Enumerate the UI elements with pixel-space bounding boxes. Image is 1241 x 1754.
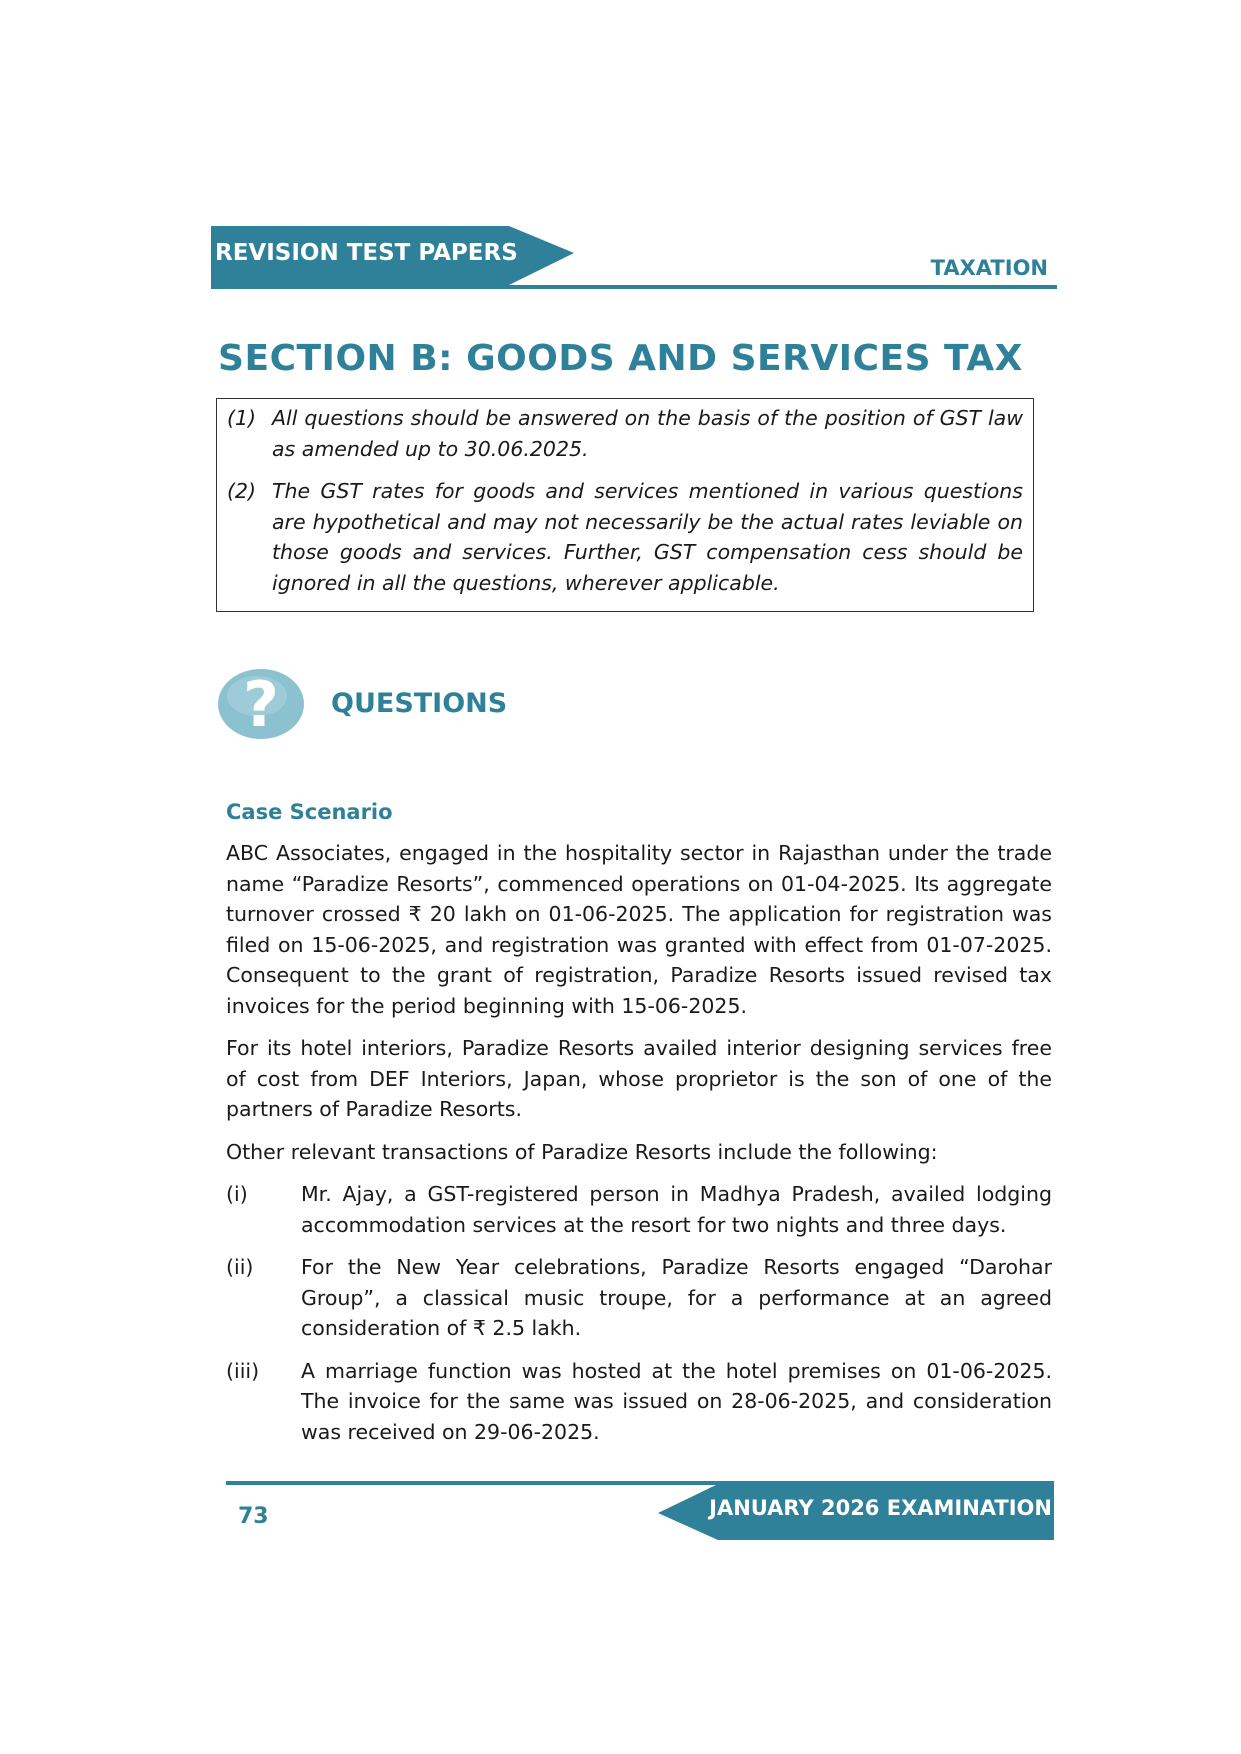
instruction-item xyxy=(227,403,1023,464)
header-banner xyxy=(211,226,574,288)
exam-label: JANUARY 2026 EXAMINATION xyxy=(709,1496,1052,1520)
list-item-number: (ii) xyxy=(226,1255,254,1279)
paragraph: ABC Associates, engaged in the hospitality sector in Rajasthan under the trade name “Paradize Resorts”, commenced operations on 01-04-2025. Its aggregate turnover crossed ₹ 20 lakh on 01-06-2025. The application for registration was filed on 15-06-2025, and registration was granted with effect from 01-07-2025. Consequent to the grant of registration, Paradize Resorts issued revised tax invoices for the period beginning with 15-06-2025. xyxy=(226,841,1052,1018)
header-divider xyxy=(211,285,1057,289)
footer-banner xyxy=(658,1484,1054,1540)
list-item xyxy=(226,1179,1052,1240)
instruction-text: The GST rates for goods and services mentioned in various questions are hypothetical and may not necessarily be the actual rates leviable on those goods and services. Further, GST compensation cess should be ignored in all the questions, wherever applicable. xyxy=(272,479,1023,595)
paragraph: Other relevant transactions of Paradize Resorts include the following: xyxy=(226,1139,938,1164)
subject-label: TAXATION xyxy=(930,256,1048,280)
questions-heading: QUESTIONS xyxy=(331,688,508,719)
case-scenario xyxy=(226,800,1052,1459)
instructions-box xyxy=(216,398,1034,612)
paragraph: For its hotel interiors, Paradize Resorts availed interior designing services free of cost from DEF Interiors, Japan, whose proprietor is the son of one of the partners of Paradize Resorts. xyxy=(226,1036,1052,1121)
list-item xyxy=(226,1356,1052,1448)
svg-text:?: ? xyxy=(243,668,279,740)
case-title: Case Scenario xyxy=(226,800,393,824)
header-banner-label: REVISION TEST PAPERS xyxy=(215,240,518,266)
list-item xyxy=(226,1252,1052,1344)
page-number: 73 xyxy=(238,1504,269,1529)
list-item-text: Mr. Ajay, a GST-registered person in Madhya Pradesh, availed lodging accommodation services at the resort for two nights and three days. xyxy=(301,1182,1052,1237)
list-item-number: (i) xyxy=(226,1182,248,1206)
section-title: SECTION B: GOODS AND SERVICES TAX xyxy=(218,338,1023,379)
question-mark-icon xyxy=(217,668,305,740)
list-item-text: A marriage function was hosted at the hotel premises on 01-06-2025. The invoice for the same was issued on 28-06-2025, and consideration was received on 29-06-2025. xyxy=(301,1358,1052,1444)
instruction-number: (2) xyxy=(227,479,257,503)
instruction-text: All questions should be answered on the basis of the position of GST law as amended up to 30.06.2025. xyxy=(272,406,1023,461)
instruction-number: (1) xyxy=(227,406,257,430)
list-item-text: For the New Year celebrations, Paradize Resorts engaged “Darohar Group”, a classical music troupe, for a performance at an agreed consideration of ₹ 2.5 lakh. xyxy=(301,1255,1052,1340)
instruction-item xyxy=(227,476,1023,598)
list-item-number: (iii) xyxy=(226,1358,260,1383)
